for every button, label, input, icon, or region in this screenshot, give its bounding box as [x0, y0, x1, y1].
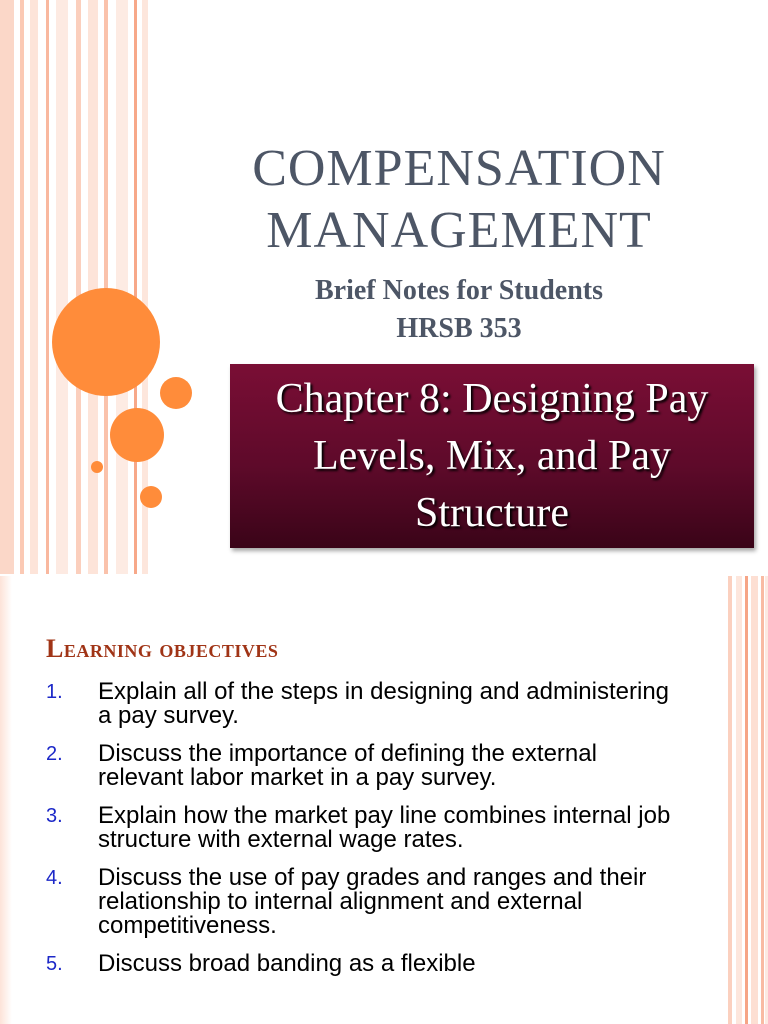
title-line: MANAGEMENT	[266, 202, 652, 259]
item-text: Discuss the use of pay grades and ranges and their relationship to internal alignment and external competitiveness.	[98, 864, 647, 939]
chapter-banner	[230, 364, 754, 548]
subtitle-line: HRSB 353	[396, 313, 522, 344]
list-item	[46, 680, 686, 728]
objectives-list	[46, 680, 686, 990]
slide-subtitle	[150, 272, 768, 348]
chapter-title	[270, 371, 715, 542]
item-text: Explain all of the steps in designing and administering a pay survey.	[98, 678, 670, 729]
decorative-circle	[140, 486, 162, 508]
item-number: 4.	[46, 867, 63, 889]
item-text: Explain how the market pay line combines internal job structure with external wage rates.	[98, 802, 671, 853]
objectives-slide	[0, 576, 768, 1024]
item-number: 5.	[46, 953, 63, 975]
list-item	[46, 952, 686, 976]
item-text: Discuss broad banding as a flexible	[98, 950, 476, 977]
item-number: 3.	[46, 805, 63, 827]
item-number: 1.	[46, 681, 63, 703]
item-number: 2.	[46, 743, 63, 765]
list-item	[46, 866, 686, 938]
slide-title	[150, 138, 768, 262]
section-heading: Learning objectives	[46, 634, 279, 663]
decorative-circle	[160, 377, 192, 409]
left-stripe-decoration	[0, 0, 150, 574]
decorative-circle	[52, 288, 160, 396]
decorative-circle	[91, 461, 103, 473]
title-line: COMPENSATION	[252, 140, 666, 197]
decorative-circle	[110, 408, 164, 462]
list-item	[46, 804, 686, 852]
item-text: Discuss the importance of defining the external relevant labor market in a pay survey.	[98, 740, 597, 791]
list-item	[46, 742, 686, 790]
chapter-line: Structure	[415, 489, 569, 536]
chapter-line: Levels, Mix, and Pay	[312, 432, 672, 479]
left-edge-decoration	[0, 576, 12, 1024]
chapter-line: Chapter 8: Designing Pay	[275, 375, 709, 422]
subtitle-line: Brief Notes for Students	[314, 275, 603, 306]
right-stripe-decoration	[728, 576, 768, 1024]
